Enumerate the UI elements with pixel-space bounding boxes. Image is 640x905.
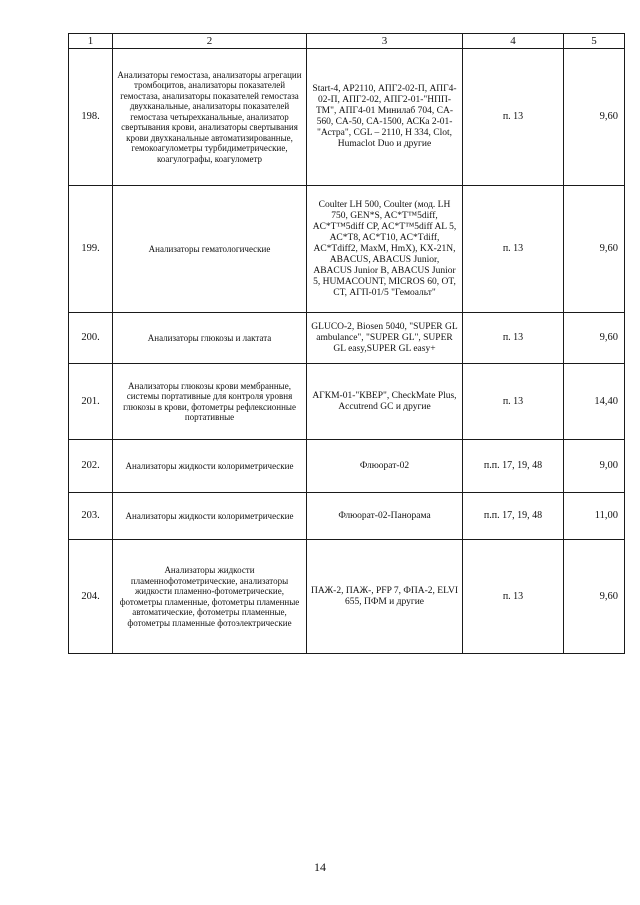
table-row	[69, 186, 625, 313]
device-name: Анализаторы глюкозы и лактата	[113, 313, 307, 364]
row-number: 201.	[69, 364, 113, 440]
device-models: Coulter LH 500, Coulter (мод. LH 750, GEN*S, AC*T™5diff, AC*T™5diff CP, AC*T™5diff AL 5, AC*T8, AC*T10, AC*Tdiff, AC*Tdiff2, MaxM, HmX), KX-21N, ABACUS, ABACUS Junior, ABACUS Junior B, ABACUS Junior 5, HUMACOUNT, MICROS 60, OT, CT, АГП-01/5 "Гемоальт"	[307, 186, 463, 313]
price-value: 9,60	[564, 186, 625, 313]
document-table	[68, 33, 625, 654]
device-models: GLUCO-2, Biosen 5040, "SUPER GL ambulance", "SUPER GL", SUPER GL easy,SUPER GL easy+	[307, 313, 463, 364]
row-number: 198.	[69, 49, 113, 186]
device-models: ПАЖ-2, ПАЖ-, PFP 7, ФПА-2, ELVI 655, ПФМ и другие	[307, 540, 463, 654]
price-value: 9,60	[564, 313, 625, 364]
device-models: АГКМ-01-"КВЕР", CheckMate Plus, Accutrend GC и другие	[307, 364, 463, 440]
row-number: 202.	[69, 440, 113, 493]
header-cell-4: 4	[463, 34, 564, 49]
row-number: 204.	[69, 540, 113, 654]
row-number: 199.	[69, 186, 113, 313]
clause-reference: п. 13	[463, 313, 564, 364]
table-row	[69, 540, 625, 654]
header-row	[69, 34, 625, 49]
device-name: Анализаторы гемостаза, анализаторы агрегации тромбоцитов, анализаторы показателей гемостаза, анализаторы показателей гемостаза двухканальные, анализаторы показателей гемостаза четырехканальные, анализатор свертывания крови, анализаторы свертывания крови двухканальные автоматизированные, гемокоагулометры турбидиметрические, коагулографы, коагулометр	[113, 49, 307, 186]
price-value: 9,60	[564, 49, 625, 186]
device-name: Анализаторы гематологические	[113, 186, 307, 313]
table-row	[69, 313, 625, 364]
device-name: Анализаторы глюкозы крови мембранные, системы портативные для контроля уровня глюкозы в крови, фотометры рефлексионные портативные	[113, 364, 307, 440]
clause-reference: п. 13	[463, 186, 564, 313]
header-cell-3: 3	[307, 34, 463, 49]
device-name: Анализаторы жидкости пламеннофотометрические, анализаторы жидкости пламенно-фотометрические, фотометры пламенные, фотометры пламенные автоматические, фотометры пламенные, фотометры пламенные фотоэлектрические	[113, 540, 307, 654]
row-number: 200.	[69, 313, 113, 364]
table-row	[69, 440, 625, 493]
header-cell-2: 2	[113, 34, 307, 49]
header-cell-1: 1	[69, 34, 113, 49]
price-value: 14,40	[564, 364, 625, 440]
device-name: Анализаторы жидкости колориметрические	[113, 493, 307, 540]
row-number: 203.	[69, 493, 113, 540]
price-value: 9,00	[564, 440, 625, 493]
clause-reference: п.п. 17, 19, 48	[463, 493, 564, 540]
device-models: Флюорат-02	[307, 440, 463, 493]
device-models: Start-4, AP2110, АПГ2-02-П, АПГ4-02-П, АПГ2-02, АПГ2-01-"НПП-ТМ", АПГ4-01 Минилаб 704, CA-560, CA-50, CA-1500, АСКа 2-01-"Астра", CGL – 2110, H 334, Clot, Humaclot Duo и другие	[307, 49, 463, 186]
clause-reference: п.п. 17, 19, 48	[463, 440, 564, 493]
price-value: 11,00	[564, 493, 625, 540]
device-name: Анализаторы жидкости колориметрические	[113, 440, 307, 493]
table-row	[69, 49, 625, 186]
clause-reference: п. 13	[463, 540, 564, 654]
device-models: Флюорат-02-Панорама	[307, 493, 463, 540]
header-cell-5: 5	[564, 34, 625, 49]
clause-reference: п. 13	[463, 364, 564, 440]
clause-reference: п. 13	[463, 49, 564, 186]
page-number: 14	[314, 860, 326, 874]
table-row	[69, 364, 625, 440]
table-row	[69, 493, 625, 540]
price-value: 9,60	[564, 540, 625, 654]
